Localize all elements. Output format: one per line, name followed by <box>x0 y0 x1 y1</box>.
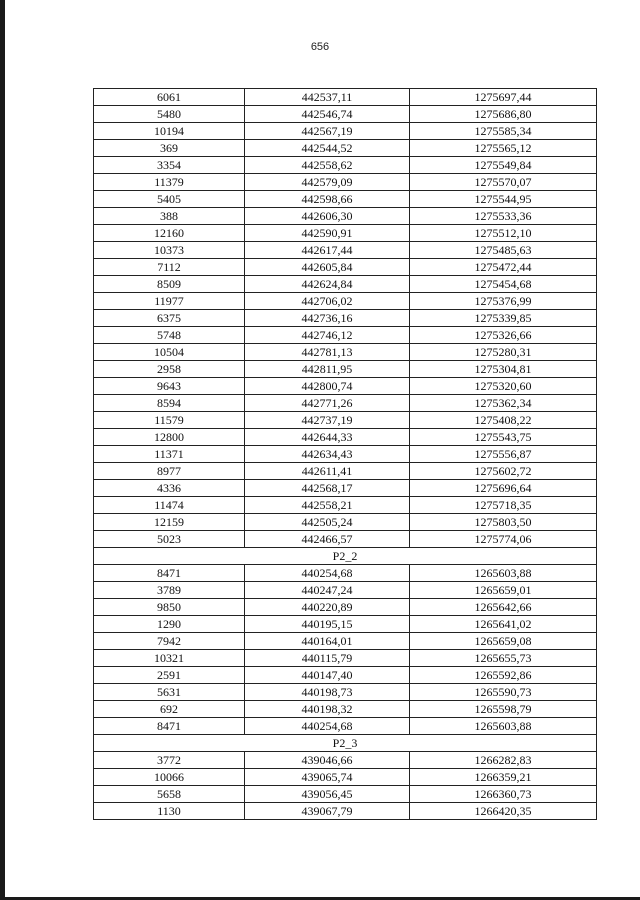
point-number-cell: 12160 <box>94 225 245 242</box>
y-coordinate-cell: 1275549,84 <box>410 157 597 174</box>
y-coordinate-cell: 1275454,68 <box>410 276 597 293</box>
section-title: P2_3 <box>94 735 597 752</box>
point-number-cell: 2958 <box>94 361 245 378</box>
point-number-cell: 8977 <box>94 463 245 480</box>
x-coordinate-cell: 442537,11 <box>245 89 410 106</box>
point-number-cell: 3772 <box>94 752 245 769</box>
y-coordinate-cell: 1275485,63 <box>410 242 597 259</box>
x-coordinate-cell: 442466,57 <box>245 531 410 548</box>
table-row <box>94 412 597 429</box>
table-row <box>94 701 597 718</box>
table-row <box>94 514 597 531</box>
section-title: P2_2 <box>94 548 597 565</box>
section-header-row <box>94 548 597 565</box>
x-coordinate-cell: 439067,79 <box>245 803 410 820</box>
table-row <box>94 395 597 412</box>
table-row <box>94 582 597 599</box>
y-coordinate-cell: 1266420,35 <box>410 803 597 820</box>
coordinates-table-body <box>94 89 597 820</box>
table-row <box>94 650 597 667</box>
x-coordinate-cell: 442737,19 <box>245 412 410 429</box>
y-coordinate-cell: 1265659,08 <box>410 633 597 650</box>
y-coordinate-cell: 1265603,88 <box>410 718 597 735</box>
point-number-cell: 10194 <box>94 123 245 140</box>
y-coordinate-cell: 1275718,35 <box>410 497 597 514</box>
point-number-cell: 8471 <box>94 718 245 735</box>
y-coordinate-cell: 1265590,73 <box>410 684 597 701</box>
point-number-cell: 5405 <box>94 191 245 208</box>
x-coordinate-cell: 440220,89 <box>245 599 410 616</box>
table-row <box>94 89 597 106</box>
point-number-cell: 7942 <box>94 633 245 650</box>
y-coordinate-cell: 1266360,73 <box>410 786 597 803</box>
point-number-cell: 12159 <box>94 514 245 531</box>
table-row <box>94 752 597 769</box>
point-number-cell: 8509 <box>94 276 245 293</box>
table-row <box>94 803 597 820</box>
table-row <box>94 191 597 208</box>
table-row <box>94 174 597 191</box>
x-coordinate-cell: 442605,84 <box>245 259 410 276</box>
point-number-cell: 10066 <box>94 769 245 786</box>
y-coordinate-cell: 1275585,34 <box>410 123 597 140</box>
y-coordinate-cell: 1275362,34 <box>410 395 597 412</box>
table-row <box>94 786 597 803</box>
table-row <box>94 616 597 633</box>
y-coordinate-cell: 1275304,81 <box>410 361 597 378</box>
x-coordinate-cell: 442746,12 <box>245 327 410 344</box>
y-coordinate-cell: 1275320,60 <box>410 378 597 395</box>
table-row <box>94 531 597 548</box>
x-coordinate-cell: 442771,26 <box>245 395 410 412</box>
y-coordinate-cell: 1275686,80 <box>410 106 597 123</box>
table-row <box>94 293 597 310</box>
x-coordinate-cell: 439065,74 <box>245 769 410 786</box>
table-row <box>94 463 597 480</box>
point-number-cell: 5480 <box>94 106 245 123</box>
x-coordinate-cell: 442811,95 <box>245 361 410 378</box>
point-number-cell: 11579 <box>94 412 245 429</box>
y-coordinate-cell: 1266359,21 <box>410 769 597 786</box>
page-number: 656 <box>310 41 330 53</box>
x-coordinate-cell: 442590,91 <box>245 225 410 242</box>
table-row <box>94 480 597 497</box>
x-coordinate-cell: 440147,40 <box>245 667 410 684</box>
point-number-cell: 388 <box>94 208 245 225</box>
table-row <box>94 718 597 735</box>
table-row <box>94 684 597 701</box>
x-coordinate-cell: 442781,13 <box>245 344 410 361</box>
point-number-cell: 8594 <box>94 395 245 412</box>
table-row <box>94 123 597 140</box>
y-coordinate-cell: 1275774,06 <box>410 531 597 548</box>
y-coordinate-cell: 1275472,44 <box>410 259 597 276</box>
x-coordinate-cell: 439056,45 <box>245 786 410 803</box>
y-coordinate-cell: 1275280,31 <box>410 344 597 361</box>
table-row <box>94 225 597 242</box>
x-coordinate-cell: 442568,17 <box>245 480 410 497</box>
y-coordinate-cell: 1275376,99 <box>410 293 597 310</box>
x-coordinate-cell: 442598,66 <box>245 191 410 208</box>
point-number-cell: 4336 <box>94 480 245 497</box>
point-number-cell: 11379 <box>94 174 245 191</box>
y-coordinate-cell: 1275512,10 <box>410 225 597 242</box>
x-coordinate-cell: 442558,21 <box>245 497 410 514</box>
x-coordinate-cell: 442567,19 <box>245 123 410 140</box>
x-coordinate-cell: 440254,68 <box>245 718 410 735</box>
point-number-cell: 10373 <box>94 242 245 259</box>
x-coordinate-cell: 442624,84 <box>245 276 410 293</box>
point-number-cell: 2591 <box>94 667 245 684</box>
table-row <box>94 242 597 259</box>
x-coordinate-cell: 442617,44 <box>245 242 410 259</box>
point-number-cell: 5023 <box>94 531 245 548</box>
table-row <box>94 497 597 514</box>
point-number-cell: 11474 <box>94 497 245 514</box>
point-number-cell: 12800 <box>94 429 245 446</box>
point-number-cell: 1130 <box>94 803 245 820</box>
y-coordinate-cell: 1265598,79 <box>410 701 597 718</box>
y-coordinate-cell: 1265603,88 <box>410 565 597 582</box>
point-number-cell: 3354 <box>94 157 245 174</box>
x-coordinate-cell: 442606,30 <box>245 208 410 225</box>
y-coordinate-cell: 1266282,83 <box>410 752 597 769</box>
point-number-cell: 5748 <box>94 327 245 344</box>
point-number-cell: 692 <box>94 701 245 718</box>
x-coordinate-cell: 440164,01 <box>245 633 410 650</box>
x-coordinate-cell: 442558,62 <box>245 157 410 174</box>
y-coordinate-cell: 1275533,36 <box>410 208 597 225</box>
y-coordinate-cell: 1265641,02 <box>410 616 597 633</box>
y-coordinate-cell: 1275326,66 <box>410 327 597 344</box>
x-coordinate-cell: 440115,79 <box>245 650 410 667</box>
x-coordinate-cell: 439046,66 <box>245 752 410 769</box>
x-coordinate-cell: 440195,15 <box>245 616 410 633</box>
table-row <box>94 344 597 361</box>
y-coordinate-cell: 1265592,86 <box>410 667 597 684</box>
y-coordinate-cell: 1275556,87 <box>410 446 597 463</box>
table-row <box>94 378 597 395</box>
table-row <box>94 565 597 582</box>
x-coordinate-cell: 440247,24 <box>245 582 410 599</box>
point-number-cell: 5658 <box>94 786 245 803</box>
point-number-cell: 11977 <box>94 293 245 310</box>
section-header-row <box>94 735 597 752</box>
y-coordinate-cell: 1275544,95 <box>410 191 597 208</box>
table-row <box>94 446 597 463</box>
x-coordinate-cell: 442505,24 <box>245 514 410 531</box>
scan-left-edge <box>0 0 5 900</box>
x-coordinate-cell: 442800,74 <box>245 378 410 395</box>
y-coordinate-cell: 1265642,66 <box>410 599 597 616</box>
x-coordinate-cell: 440198,73 <box>245 684 410 701</box>
x-coordinate-cell: 442736,16 <box>245 310 410 327</box>
point-number-cell: 5631 <box>94 684 245 701</box>
table-row <box>94 429 597 446</box>
point-number-cell: 10504 <box>94 344 245 361</box>
y-coordinate-cell: 1275602,72 <box>410 463 597 480</box>
x-coordinate-cell: 442544,52 <box>245 140 410 157</box>
table-row <box>94 276 597 293</box>
table-row <box>94 259 597 276</box>
y-coordinate-cell: 1275565,12 <box>410 140 597 157</box>
table-row <box>94 327 597 344</box>
x-coordinate-cell: 442546,74 <box>245 106 410 123</box>
table-row <box>94 106 597 123</box>
point-number-cell: 8471 <box>94 565 245 582</box>
y-coordinate-cell: 1275339,85 <box>410 310 597 327</box>
x-coordinate-cell: 442634,43 <box>245 446 410 463</box>
point-number-cell: 1290 <box>94 616 245 633</box>
x-coordinate-cell: 440254,68 <box>245 565 410 582</box>
x-coordinate-cell: 442579,09 <box>245 174 410 191</box>
point-number-cell: 9850 <box>94 599 245 616</box>
y-coordinate-cell: 1265659,01 <box>410 582 597 599</box>
table-row <box>94 361 597 378</box>
point-number-cell: 7112 <box>94 259 245 276</box>
y-coordinate-cell: 1275697,44 <box>410 89 597 106</box>
table-row <box>94 208 597 225</box>
table-row <box>94 769 597 786</box>
x-coordinate-cell: 442644,33 <box>245 429 410 446</box>
point-number-cell: 6375 <box>94 310 245 327</box>
point-number-cell: 10321 <box>94 650 245 667</box>
y-coordinate-cell: 1265655,73 <box>410 650 597 667</box>
table-row <box>94 140 597 157</box>
x-coordinate-cell: 440198,32 <box>245 701 410 718</box>
point-number-cell: 11371 <box>94 446 245 463</box>
y-coordinate-cell: 1275543,75 <box>410 429 597 446</box>
table-row <box>94 599 597 616</box>
y-coordinate-cell: 1275803,50 <box>410 514 597 531</box>
table-row <box>94 667 597 684</box>
point-number-cell: 369 <box>94 140 245 157</box>
table-row <box>94 633 597 650</box>
coordinates-table <box>93 88 597 820</box>
y-coordinate-cell: 1275570,07 <box>410 174 597 191</box>
y-coordinate-cell: 1275696,64 <box>410 480 597 497</box>
y-coordinate-cell: 1275408,22 <box>410 412 597 429</box>
table-row <box>94 157 597 174</box>
point-number-cell: 6061 <box>94 89 245 106</box>
x-coordinate-cell: 442611,41 <box>245 463 410 480</box>
point-number-cell: 9643 <box>94 378 245 395</box>
table-row <box>94 310 597 327</box>
point-number-cell: 3789 <box>94 582 245 599</box>
x-coordinate-cell: 442706,02 <box>245 293 410 310</box>
